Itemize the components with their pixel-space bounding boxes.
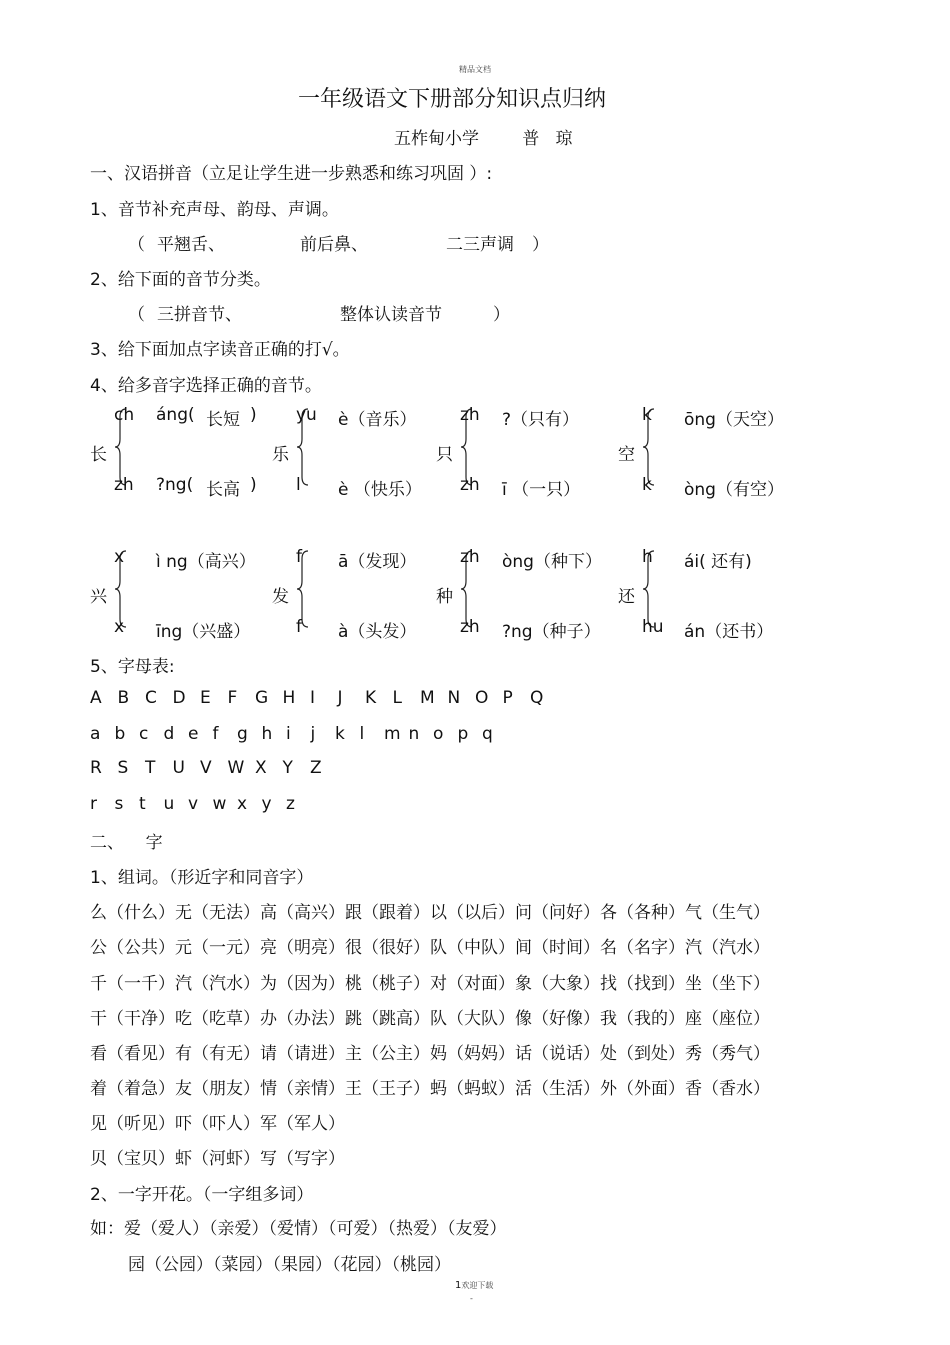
word-row: 么（什么）无（无法）高（高兴）跟（跟着）以（以后）问（问好）各（各种）气（生气） [90,903,770,923]
alphabet-letter: n [408,724,420,744]
alphabet-letter: w [212,794,227,814]
alphabet-letter: Q [530,688,544,708]
pinyin-bottom-part: án（还书） [684,622,774,642]
alphabet-letter: T [145,758,156,778]
pinyin-top-part: ì ng（高兴） [156,552,256,572]
alphabet-letter: Y [282,758,293,778]
pinyin-top-part: x [114,547,125,567]
pinyin-top-part: áng( [156,405,195,425]
alphabet-letter: A [90,688,102,708]
note-item: 前后鼻、 [300,235,368,255]
pinyin-bottom-part: x [114,617,125,637]
alphabet-row-lower-1 [90,724,507,744]
word-row: 公（公共）元（一元）亮（明亮）很（很好）队（中队）间（时间）名（名字）汽（汽水） [90,938,770,958]
pinyin-bottom-part: īng（兴盛） [156,622,251,642]
pinyin-bottom-part: 长高 [206,480,240,500]
pinyin-top-part: 长短 [206,410,240,430]
item-1-3: 3、给下面加点字读音正确的打√。 [90,340,350,360]
note-paren-close: ） [532,235,549,255]
alphabet-row-upper-2 [90,758,338,778]
pinyin-top-part: yu [296,405,317,425]
pinyin-top-part: è（音乐） [338,410,417,430]
pinyin-bottom-part: k [642,475,652,495]
note-item: 平翘舌、 [157,235,225,255]
alphabet-letter: b [114,724,126,744]
polyphone-char: 兴 [90,587,107,607]
word-row: 见（听见）吓（吓人）军（军人） [90,1114,345,1134]
alphabet-letter: G [255,688,269,708]
item-1-1: 1、音节补充声母、韵母、声调。 [90,200,339,220]
alphabet-letter: y [261,794,272,814]
pinyin-bottom-part: ?ng（种子） [502,622,601,642]
alphabet-letter: P [502,688,513,708]
alphabet-letter: v [188,794,199,814]
alphabet-row-lower-2 [90,794,311,814]
alphabet-letter: c [139,724,149,744]
alphabet-letter: i [286,724,291,744]
section-heading-characters: 二、 字 [90,833,163,853]
footer [455,1280,493,1291]
alphabet-letter: q [482,724,493,744]
pinyin-top-part: ā（发现） [338,552,417,572]
page-title: 一年级语文下册部分知识点归纳 [298,87,607,112]
alphabet-letter: a [90,724,101,744]
item-2-1: 1、组词。（形近字和同音字） [90,868,314,888]
alphabet-letter: o [433,724,444,744]
alphabet-letter: D [172,688,186,708]
alphabet-letter: J [337,688,343,708]
flower-row: 园（公园）（菜园）（果园）（花园）（桃园） [128,1255,451,1275]
footer-dot: - [470,1294,473,1303]
footer-note: 欢迎下载 [461,1281,494,1290]
polyphone-char: 种 [436,587,453,607]
note-item: 二三声调 [446,235,514,255]
word-row: 千（一千）汽（汽水）为（因为）桃（桃子）对（对面）象（大象）找（找到）坐（坐下） [90,974,770,994]
alphabet-letter: u [163,794,175,814]
alphabet-letter: d [163,724,175,744]
pinyin-top-part: f [296,547,302,567]
pinyin-top-part: ch [114,405,135,425]
item-1-5: 5、字母表: [90,657,175,677]
pinyin-top-part: k [642,405,652,425]
pinyin-top-part: òng（种下） [502,552,602,572]
alphabet-letter: E [200,688,211,708]
pinyin-top-part: ái( 还有) [684,552,752,572]
alphabet-letter: p [457,724,469,744]
item-1-2: 2、给下面的音节分类。 [90,270,271,290]
alphabet-letter: x [237,794,248,814]
word-row: 贝（宝贝）虾（河虾）写（写字） [90,1149,345,1169]
pinyin-top-part: ?（只有） [502,410,580,430]
alphabet-letter: X [255,758,267,778]
word-row: 干（干净）吃（吃草）办（办法）跳（跳高）队（大队）像（好像）我（我的）座（座位） [90,1009,770,1029]
pinyin-bottom-part: òng（有空） [684,480,784,500]
note-item: 整体认读音节 [340,305,442,325]
alphabet-letter: I [310,688,316,708]
polyphone-char: 只 [436,445,453,465]
alphabet-letter: l [359,724,365,744]
alphabet-letter: g [237,724,248,744]
note-paren-close: ） [493,305,510,325]
flower-row: 如：爱（爱人）（亲爱）（爱情）（可爱）（热爱）（友爱） [90,1219,507,1239]
pinyin-top-part: ) [250,405,257,425]
alphabet-letter: Z [310,758,322,778]
alphabet-letter: t [139,794,146,814]
word-row: 着（着急）友（朋友）情（亲情）王（王子）蚂（蚂蚁）活（生活）外（外面）香（香水） [90,1079,770,1099]
polyphone-char: 乐 [272,445,289,465]
alphabet-letter: j [310,724,316,744]
top-note: 精品文档 [459,65,491,74]
alphabet-letter: V [200,758,212,778]
pinyin-bottom-part: zh [114,475,134,495]
alphabet-letter: h [261,724,273,744]
alphabet-letter: k [335,724,345,744]
note-paren-open: （ [128,235,145,255]
pinyin-bottom-part: à（头发） [338,622,417,642]
pinyin-bottom-part: è （快乐） [338,480,422,500]
alphabet-letter: r [90,794,97,814]
pinyin-bottom-part: hu [642,617,664,637]
word-row: 看（看见）有（有无）请（请进）主（公主）妈（妈妈）话（说话）处（到处）秀（秀气） [90,1044,770,1064]
alphabet-letter: U [172,758,185,778]
polyphone-char: 长 [90,445,107,465]
section-heading-pinyin: 一、汉语拼音（立足让学生进一步熟悉和练习巩固 ）: [90,164,493,184]
note-paren-open: （ [128,305,145,325]
item-1-4: 4、给多音字选择正确的音节。 [90,376,322,396]
alphabet-letter: M [420,688,435,708]
pinyin-bottom-part: l [296,475,301,495]
alphabet-letter: B [117,688,130,708]
alphabet-letter: z [286,794,295,814]
pinyin-top-part: h [642,547,653,567]
alphabet-letter: R [90,758,102,778]
alphabet-letter: H [282,688,296,708]
polyphone-char: 空 [618,445,635,465]
page-number: 1 [455,1280,462,1291]
pinyin-bottom-part: zh [460,475,480,495]
alphabet-letter: f [212,724,219,744]
pinyin-bottom-part: ) [250,475,257,495]
author: 五柞甸小学 普 琼 [394,129,573,149]
pinyin-bottom-part: zh [460,617,480,637]
alphabet-letter: F [227,688,238,708]
alphabet-letter: C [145,688,157,708]
pinyin-top-part: zh [460,405,480,425]
polyphone-char: 发 [272,587,289,607]
polyphone-char: 还 [618,587,635,607]
pinyin-top-part: ōng（天空） [684,410,784,430]
pinyin-bottom-part: f [296,617,302,637]
alphabet-letter: e [188,724,199,744]
alphabet-letter: s [114,794,124,814]
alphabet-letter: m [384,724,401,744]
alphabet-letter: O [475,688,489,708]
pinyin-bottom-part: ī （一只） [502,480,581,500]
note-item: 三拼音节、 [157,305,242,325]
alphabet-row-upper-1 [90,688,558,708]
alphabet-letter: K [365,688,377,708]
alphabet-letter: L [392,688,402,708]
item-2-2: 2、一字开花。（一字组多词） [90,1185,314,1205]
pinyin-top-part: zh [460,547,480,567]
alphabet-letter: S [117,758,129,778]
pinyin-bottom-part: ?ng( [156,475,194,495]
alphabet-letter: W [227,758,245,778]
alphabet-letter: N [447,688,461,708]
